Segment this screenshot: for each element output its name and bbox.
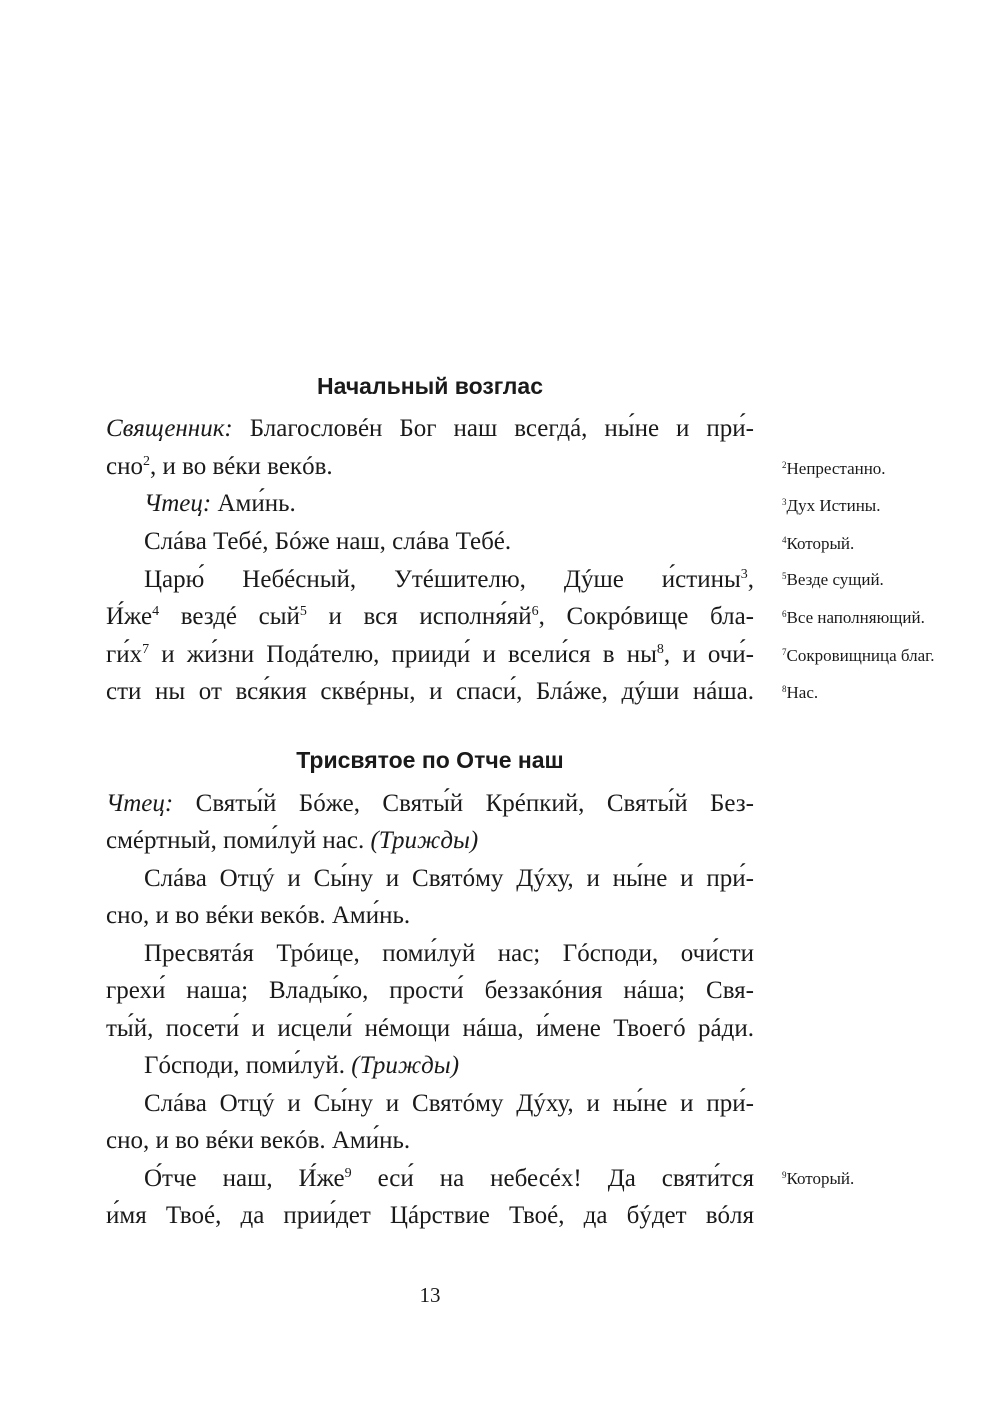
footnote-ref: 4 [152,604,160,619]
footnote-ref: 3 [740,567,748,582]
footnote-ref: 6 [531,604,539,619]
speaker-role: Священник: [106,415,233,442]
text-line: Слáва Тебé, Бóже наш, слáва Тебé. [144,528,512,555]
text-line: сно, и во вéки векóв. Ами́нь. [106,1127,411,1154]
footnote-ref: 8 [656,642,664,657]
text-line: $ги́х^7$ и жи́зни Подáтелю, прииди́ и всели́ся в $ны^8$, и очи́- [106,641,754,668]
margin-footnote: $^5$Везде сущий. [782,570,884,589]
text-line: Слáва Отцý и Сы́ну и Святóму Дýху, и ны́не и при́- [144,865,754,892]
text-line: О́тче наш, $И́же^9$ еси́ на небесéх! Да святи́тся [144,1165,754,1192]
text-line: Слáва Отцý и Сы́ну и Святóму Дýху, и ны́не и при́- [144,1090,754,1117]
text-line: Чтец: Святы́й Бóже, Святы́й Крéпкий, Святы́й Без- [106,790,754,817]
text-line: Царю́ Небéсный, Утéшителю, Дýше и́стины$^3$, [144,566,754,593]
text-line: сно, и во вéки векóв. Ами́нь. [106,902,411,929]
section-heading-trisagion: Трисвятое по Отче наш [296,747,564,773]
speaker-role: Чтец: [144,490,212,517]
margin-footnote: $^6$Все наполняющий. [782,608,925,627]
text-line: ты́й, посети́ и исцели́ нéмощи нáша, и́мене Твоегó рáди. [106,1015,754,1042]
margin-footnote: $^7$Сокровищница благ. [782,646,935,665]
text-line: и́мя Твоé, да прии́дет Цáрствие Твоé, да бýдет вóля [106,1202,754,1229]
rubric-note: (Трижды) [351,1052,460,1079]
margin-footnote: $^4$Который. [782,534,855,553]
footnote-ref: 7 [142,642,150,657]
rubric-note: (Трижды) [370,827,479,854]
text-line: Чтец: Ами́нь. [144,490,296,517]
text-line: сно$^2$, и во вéки векóв. [106,453,333,480]
text-line: Гóсподи, поми́луй. (Трижды) [144,1052,460,1079]
text-line: грехи́ наша; Влады́ко, прости́ беззакóния нáша; Свя- [106,977,754,1004]
margin-footnote: $^3$Дух Истины. [782,496,881,515]
margin-footnote: $^9$Который. [782,1169,855,1188]
section-heading-initial-exclamation: Начальный возглас [316,373,543,399]
margin-footnote: $^2$Непрестанно. [782,459,886,478]
footnote-ref: 2 [142,454,150,469]
margin-footnote: $^8$Нас. [782,683,819,702]
text-line: $И́же^4$ вездé сый$^5$ и вся $исполня́яй^6$, Сокрóвище бла- [106,603,754,630]
page-number: 13 [419,1283,441,1307]
text-line: смéртный, поми́луй нас. (Трижды) [106,827,479,854]
speaker-role: Чтец: [106,790,174,817]
text-line: Пресвятáя Трóице, поми́луй нас; Гóсподи, очи́сти [144,940,754,967]
text-line: Священник: Благословéн Бог наш всегдá, ны́не и при́- [106,415,754,442]
footnote-ref: 9 [344,1166,352,1181]
text-line: сти ны от вся́кия сквéрны, и спаси́, Блáже, дýши нáша. [106,678,754,705]
footnote-ref: 5 [299,604,307,619]
